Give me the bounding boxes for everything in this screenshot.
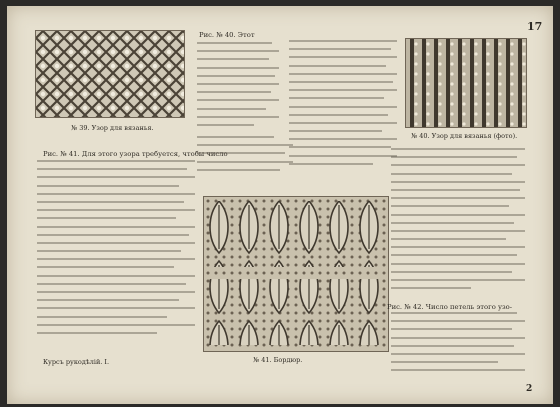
page-number-top: 17 bbox=[527, 20, 543, 33]
figure-39-caption: № 39. Узор для вязанья. bbox=[71, 124, 154, 132]
lace-pattern-39-illustration bbox=[36, 31, 184, 117]
figure-41-caption: № 41. Бордюр. bbox=[253, 356, 303, 364]
leaf-border-41-illustration bbox=[204, 197, 388, 351]
text-column-left bbox=[37, 160, 195, 340]
figure-40-description-start: Рис. № 40. Этот bbox=[199, 31, 255, 39]
text-column-right bbox=[391, 148, 525, 295]
figure-41-description-start: Рис. № 41. Для этого узора требуется, чтобы число bbox=[43, 150, 228, 158]
lace-pattern-40-illustration bbox=[406, 39, 526, 127]
figure-40-caption: № 40. Узор для вязанья (фото). bbox=[411, 132, 518, 140]
text-column-mid-wide bbox=[197, 136, 293, 177]
figure-41-border-swatch bbox=[203, 196, 389, 352]
text-column-center bbox=[289, 40, 397, 171]
book-page bbox=[7, 6, 553, 404]
figure-40-lace-swatch bbox=[405, 38, 527, 128]
figure-42-description-start: Рис. № 42. Число петель этого узо- bbox=[387, 303, 513, 311]
figure-39-lace-swatch bbox=[35, 30, 185, 118]
page-number-bottom: 2 bbox=[526, 384, 533, 394]
footer-note: Курсъ рукодѣлій. I. bbox=[43, 358, 110, 366]
text-column-right-lower bbox=[391, 312, 525, 378]
text-column-mid-top bbox=[197, 42, 279, 132]
